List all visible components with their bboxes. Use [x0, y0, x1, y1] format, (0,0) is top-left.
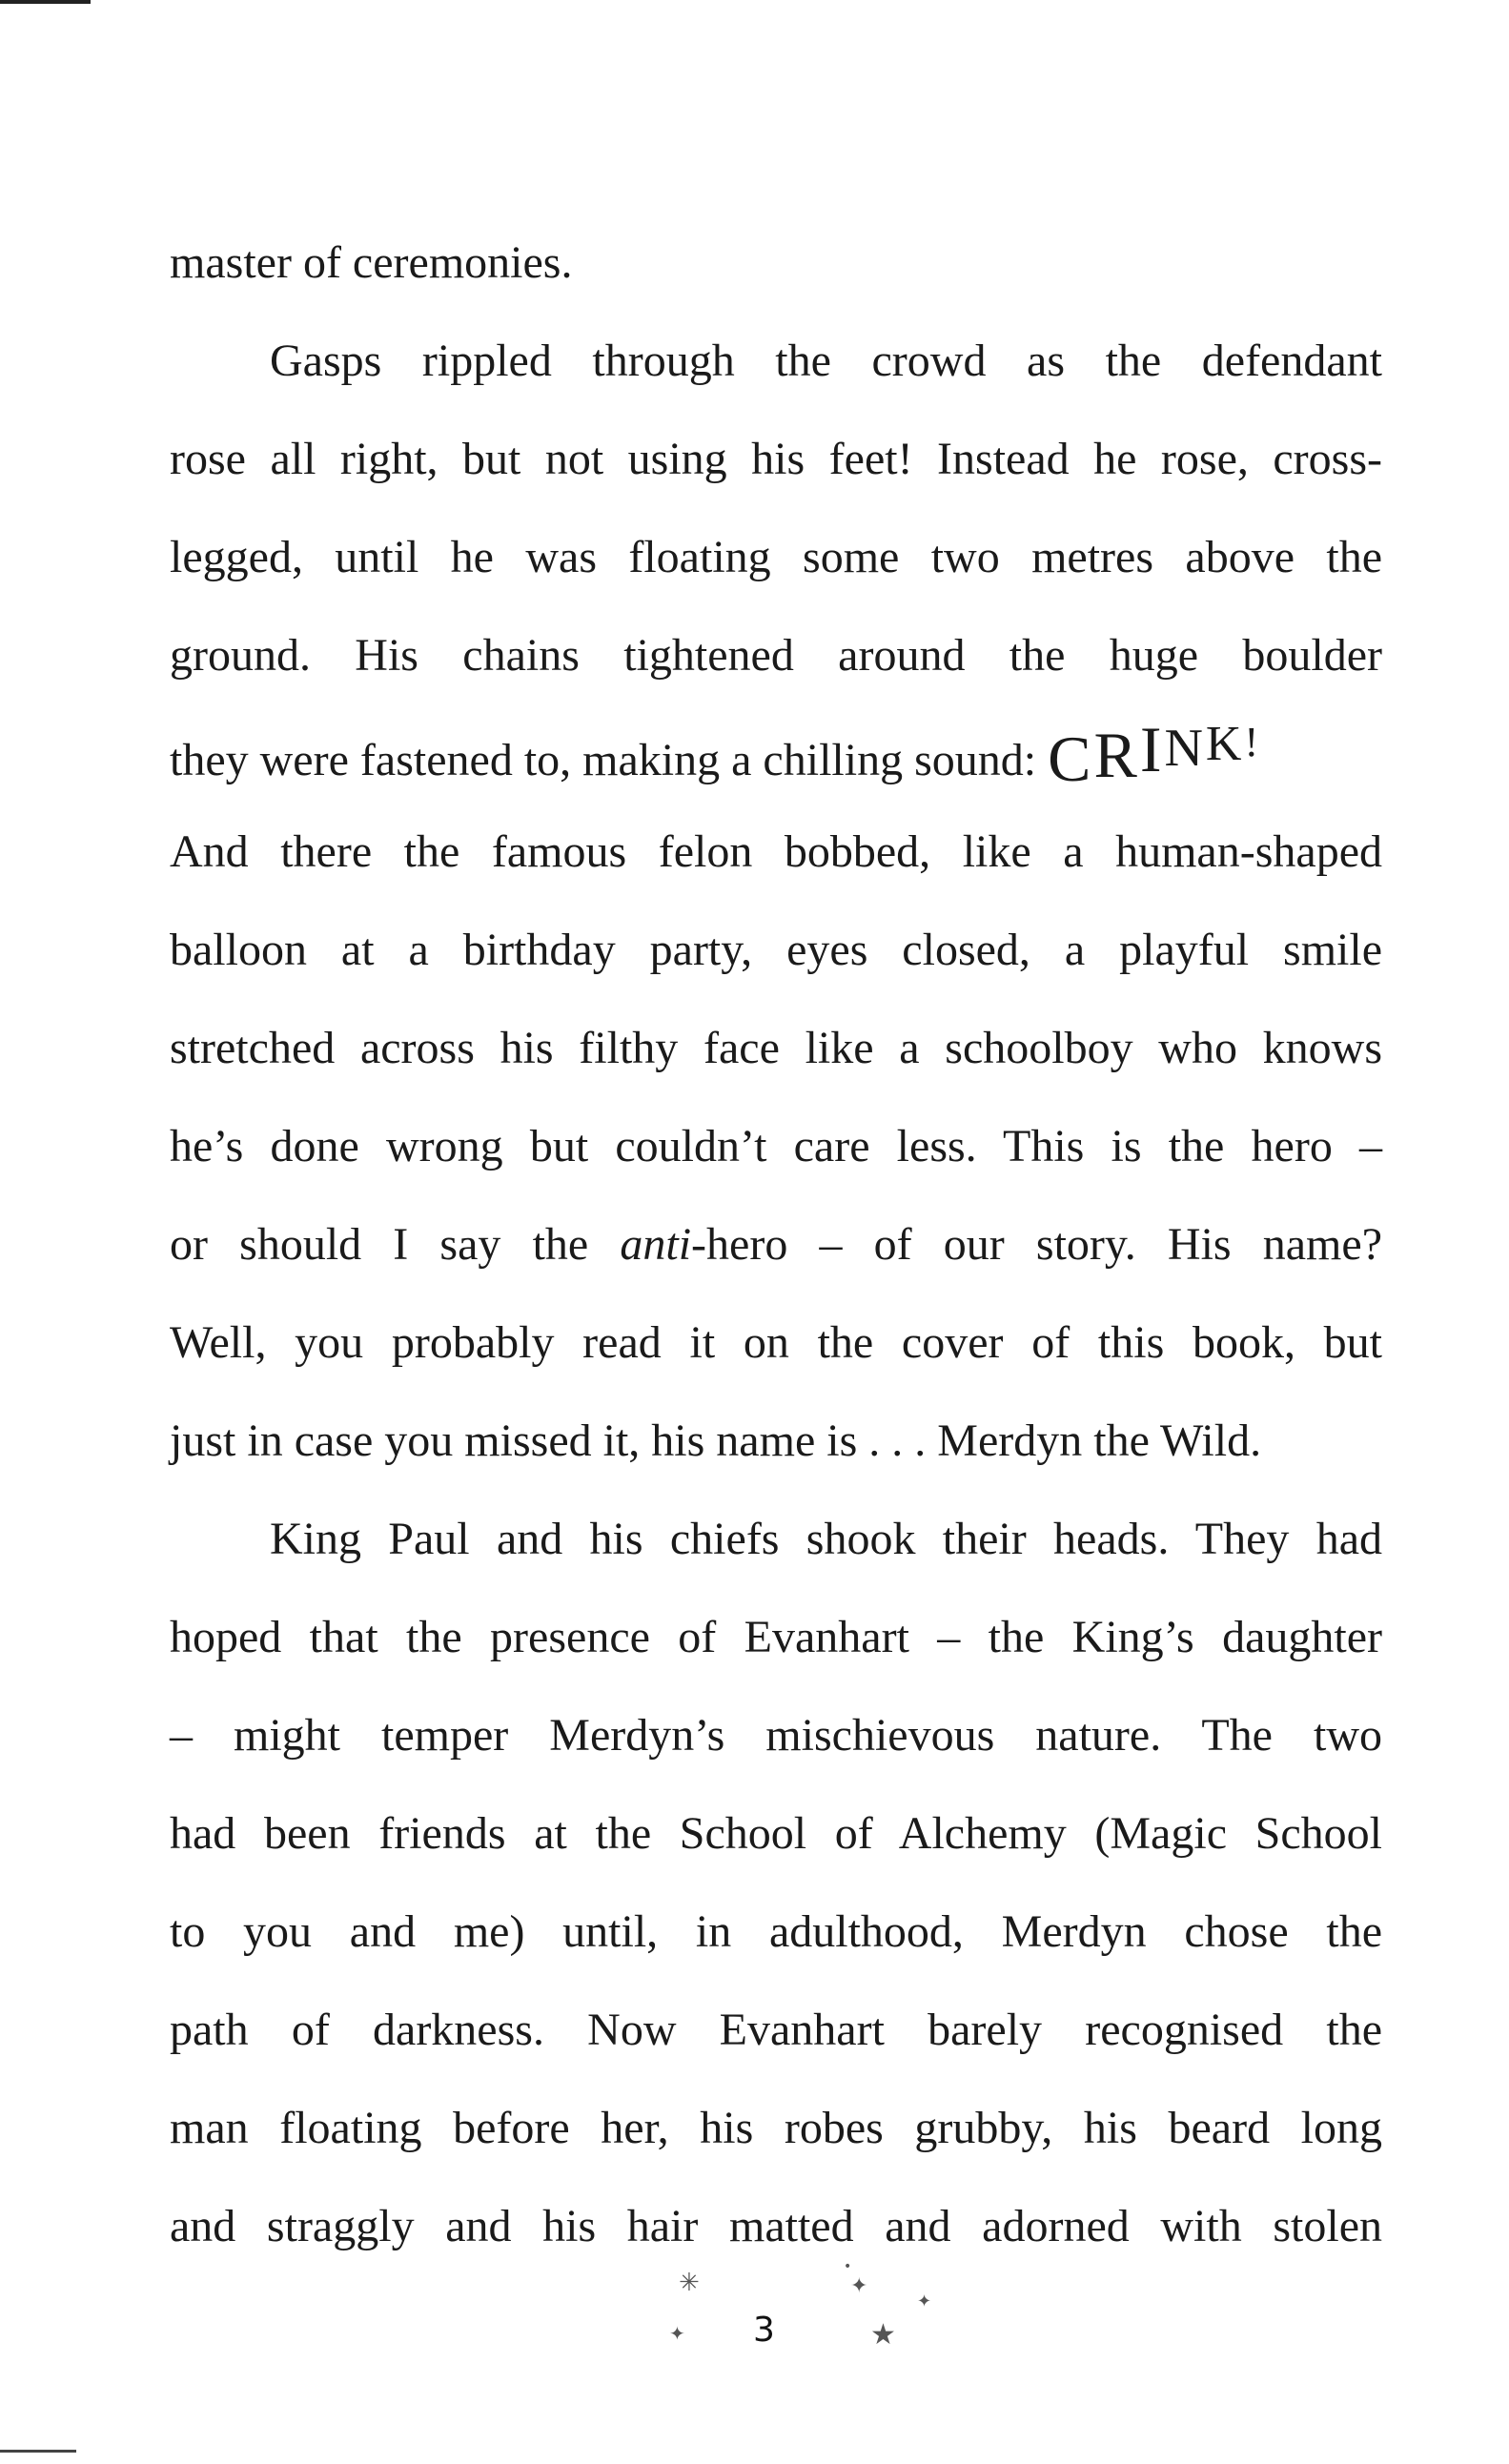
- text-line: And there the famous felon bobbed, like a human-shaped: [170, 826, 1382, 877]
- text-line: balloon at a birthday party, eyes closed, a playful smile: [170, 925, 1382, 975]
- top-edge-rule: [0, 0, 91, 4]
- sound-letter: R: [1093, 719, 1140, 791]
- text-line-with-sound: [170, 704, 1382, 803]
- text-segment: or should I say the: [170, 1219, 589, 1270]
- sound-letter: !: [1244, 719, 1262, 765]
- sound-letter: N: [1164, 719, 1206, 778]
- text-line: had been friends at the School of Alchemy (Magic School: [170, 1808, 1382, 1859]
- sound-letter: C: [1048, 723, 1094, 795]
- text-line: King Paul and his chiefs shook their heads. They had: [270, 1514, 1382, 1564]
- text-line: ground. His chains tightened around the huge boulder: [170, 630, 1382, 681]
- text-line: rose all right, but not using his feet! Instead he rose, cross-: [170, 434, 1382, 484]
- text-segment: -hero – of our story. His name?: [691, 1219, 1383, 1270]
- text-line: Gasps rippled through the crowd as the defendant: [270, 336, 1382, 386]
- star-icon: ★: [870, 2318, 896, 2352]
- text-line: hoped that the presence of Evanhart – the King’s daughter: [170, 1612, 1382, 1662]
- page-body: [170, 214, 1382, 2275]
- page-footer: [0, 2259, 1509, 2393]
- text-line: just in case you missed it, his name is . . . Merdyn the Wild.: [170, 1415, 1262, 1466]
- sparkle-icon: ✦: [917, 2291, 932, 2311]
- sound-effect-crink: [1048, 710, 1261, 816]
- sparkle-icon: ✦: [669, 2322, 685, 2345]
- sparkle-icon: ✳: [679, 2269, 700, 2297]
- sound-letter: I: [1139, 713, 1165, 785]
- text-line: to you and me) until, in adulthood, Merdyn chose the: [170, 1906, 1382, 1957]
- text-segment: they were fastened to, making a chilling sound:: [170, 735, 1037, 785]
- text-line: – might temper Merdyn’s mischievous nature. The two: [170, 1710, 1382, 1761]
- sound-letter: K: [1205, 717, 1245, 771]
- text-line: he’s done wrong but couldn’t care less. This is the hero –: [170, 1121, 1382, 1171]
- page-number: 3: [753, 2311, 775, 2350]
- sparkle-icon: ✦: [850, 2274, 868, 2298]
- text-line-with-italic: [170, 1195, 1382, 1293]
- text-line: and straggly and his hair matted and adorned with stolen: [170, 2201, 1382, 2251]
- text-line: Well, you probably read it on the cover of this book, but: [170, 1317, 1382, 1368]
- text-line: man floating before her, his robes grubby, his beard long: [170, 2103, 1382, 2153]
- text-line: legged, until he was floating some two metres above the: [170, 532, 1382, 582]
- text-line: master of ceremonies.: [170, 237, 573, 288]
- text-line: path of darkness. Now Evanhart barely recognised the: [170, 2005, 1382, 2055]
- text-line: stretched across his filthy face like a schoolboy who knows: [170, 1023, 1382, 1073]
- bottom-edge-rule: [0, 2450, 76, 2453]
- italic-word: anti: [620, 1219, 692, 1270]
- star-icon: •: [844, 2259, 852, 2274]
